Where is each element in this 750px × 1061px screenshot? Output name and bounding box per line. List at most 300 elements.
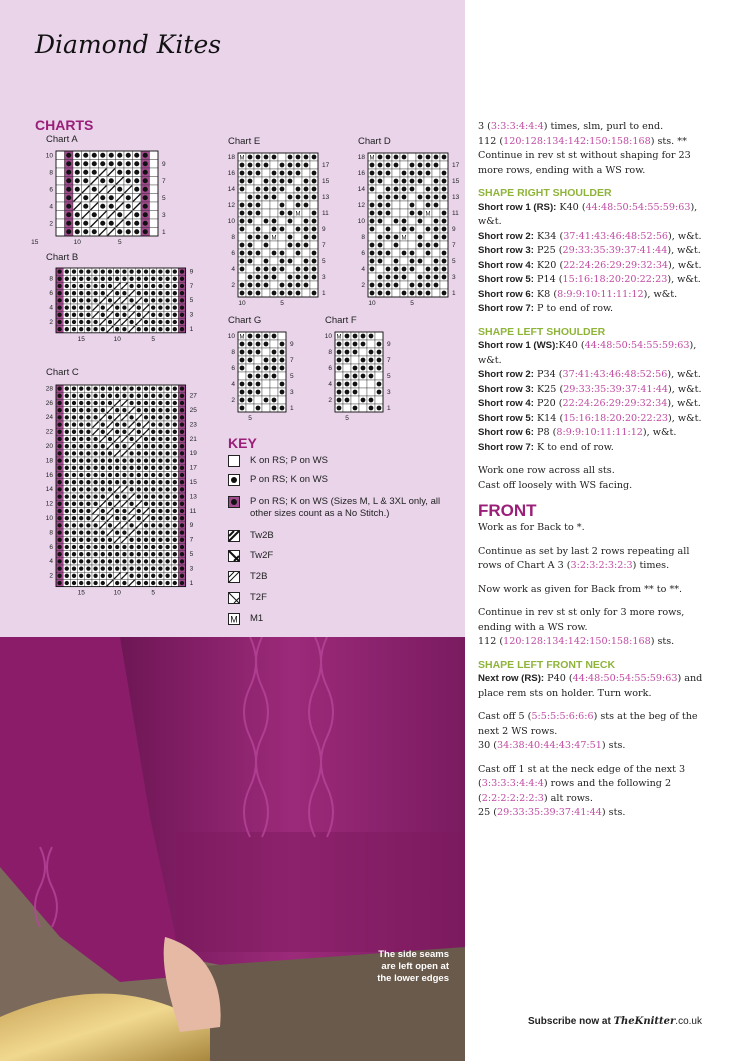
purl-dot	[394, 179, 399, 184]
purl-dot	[426, 267, 431, 272]
chart-cell	[254, 257, 262, 265]
purl-dot	[86, 444, 90, 448]
purl-dot	[129, 574, 133, 578]
row-number: 7	[387, 357, 391, 364]
purl-dot	[151, 487, 155, 491]
purl-dot	[151, 538, 155, 542]
purl-dot	[144, 538, 148, 542]
purl-dot	[173, 415, 177, 419]
row-number: 4	[231, 266, 235, 273]
purl-dot	[86, 291, 90, 295]
row-number: 3	[162, 211, 166, 219]
purl-dot	[370, 179, 375, 184]
purl-dot	[165, 516, 169, 520]
purl-dot	[57, 480, 61, 484]
purl-dot	[158, 566, 162, 570]
purl-dot	[122, 473, 126, 477]
purl-dot	[151, 313, 155, 317]
purl-dot	[180, 269, 184, 273]
purl-dot	[137, 277, 141, 281]
purl-dot	[256, 251, 261, 256]
chart-cell	[384, 241, 392, 249]
purl-dot	[86, 552, 90, 556]
chart-cell	[278, 241, 286, 249]
purl-dot	[248, 195, 253, 200]
purl-dot	[126, 170, 131, 175]
chart-c-label: Chart C	[46, 367, 79, 378]
purl-dot	[410, 171, 415, 176]
chart-cell	[286, 201, 294, 209]
purl-dot	[280, 291, 285, 296]
chart-cell	[440, 201, 448, 209]
purl-dot	[256, 155, 261, 160]
purl-dot	[410, 283, 415, 288]
row-number: 9	[322, 226, 326, 233]
purl-dot	[151, 523, 155, 527]
purl-dot	[248, 155, 253, 160]
subscribe-footer: Subscribe now at TheKnitter.co.uk	[528, 1016, 702, 1027]
purl-dot	[108, 415, 112, 419]
purl-dot	[86, 305, 90, 309]
purl-dot	[122, 408, 126, 412]
short-row: Short row 3: P25 (29:33:35:39:37:41:44), w&t.	[478, 245, 701, 256]
chart-cell	[278, 153, 286, 161]
purl-dot	[402, 195, 407, 200]
purl-dot	[72, 509, 76, 513]
purl-dot	[180, 545, 184, 549]
chart-f-label: Chart F	[325, 315, 357, 326]
purl-dot	[377, 390, 382, 395]
purl-dot	[345, 382, 350, 387]
purl-dot	[72, 502, 76, 506]
purl-dot	[72, 516, 76, 520]
purl-dot	[72, 487, 76, 491]
purl-dot	[79, 516, 83, 520]
short-row: Short row 4: P20 (22:24:26:29:29:32:34), w&t.	[478, 398, 701, 409]
chart-cell	[262, 209, 270, 217]
row-number: 9	[387, 341, 391, 348]
chart-cell	[262, 169, 270, 177]
purl-dot	[173, 552, 177, 556]
purl-dot	[93, 559, 97, 563]
purl-dot	[144, 502, 148, 506]
purl-dot	[57, 545, 61, 549]
chart-cell	[359, 348, 367, 356]
purl-dot	[312, 179, 317, 184]
purl-dot	[337, 390, 342, 395]
chart-cell	[424, 257, 432, 265]
purl-dot	[115, 466, 119, 470]
chart-cell	[150, 211, 159, 220]
row-number: 8	[231, 234, 235, 241]
purl-dot	[66, 212, 71, 217]
chart-cell	[270, 380, 278, 388]
purl-dot	[57, 487, 61, 491]
purl-dot	[353, 374, 358, 379]
purl-dot	[402, 267, 407, 272]
purl-dot	[180, 386, 184, 390]
purl-dot	[442, 275, 447, 280]
purl-dot	[180, 444, 184, 448]
chart-cell	[262, 380, 270, 388]
purl-dot	[65, 284, 69, 288]
chart-cell	[384, 257, 392, 265]
purl-dot	[86, 284, 90, 288]
purl-dot	[93, 327, 97, 331]
purl-dot	[137, 394, 141, 398]
purl-dot	[180, 458, 184, 462]
row-number: 2	[328, 397, 332, 404]
purl-dot	[92, 170, 97, 175]
purl-symbol-icon	[228, 474, 240, 486]
purl-dot	[151, 430, 155, 434]
purl-dot	[86, 581, 90, 585]
chart-cell	[310, 201, 318, 209]
purl-dot	[100, 221, 105, 226]
purl-dot	[256, 163, 261, 168]
purl-dot	[296, 227, 301, 232]
purl-dot	[180, 494, 184, 498]
row-number: 16	[45, 471, 53, 479]
purl-dot	[129, 401, 133, 405]
chart-cell	[270, 161, 278, 169]
purl-dot	[264, 283, 269, 288]
chart-cell	[416, 249, 424, 257]
purl-dot	[418, 171, 423, 176]
purl-dot	[165, 466, 169, 470]
purl-dot	[173, 545, 177, 549]
purl-dot	[137, 422, 141, 426]
purl-dot	[173, 494, 177, 498]
chart-cell	[384, 177, 392, 185]
purl-dot	[134, 153, 139, 158]
purl-dot	[377, 366, 382, 371]
purl-dot	[79, 430, 83, 434]
purl-dot	[122, 494, 126, 498]
purl-dot	[137, 269, 141, 273]
purl-dot	[288, 179, 293, 184]
purl-dot	[137, 444, 141, 448]
purl-dot	[108, 298, 112, 302]
purl-dot	[137, 559, 141, 563]
purl-dot	[129, 320, 133, 324]
purl-dot	[394, 267, 399, 272]
purl-dot	[122, 566, 126, 570]
purl-dot	[126, 153, 131, 158]
purl-dot	[79, 386, 83, 390]
purl-dot	[143, 161, 148, 166]
row-number: 8	[49, 169, 53, 177]
purl-dot	[410, 179, 415, 184]
purl-dot	[115, 559, 119, 563]
row-number: 10	[324, 333, 332, 340]
purl-dot	[345, 350, 350, 355]
purl-dot	[165, 422, 169, 426]
purl-dot	[158, 545, 162, 549]
purl-dot	[158, 530, 162, 534]
row-number: 5	[452, 258, 456, 265]
purl-dot	[173, 444, 177, 448]
knit-symbol-icon	[228, 455, 240, 467]
purl-dot	[151, 422, 155, 426]
purl-dot	[122, 444, 126, 448]
purl-dot	[418, 163, 423, 168]
m1-mark: M	[239, 334, 245, 341]
purl-dot	[410, 227, 415, 232]
purl-dot	[79, 437, 83, 441]
short-row: Short row 3: K25 (29:33:35:39:37:41:44), w&t.	[478, 383, 702, 395]
purl-dot	[122, 327, 126, 331]
purl-dot	[288, 235, 293, 240]
purl-dot	[173, 401, 177, 405]
purl-dot	[394, 275, 399, 280]
purl-dot	[361, 358, 366, 363]
purl-dot	[143, 153, 148, 158]
purl-dot	[337, 382, 342, 387]
purl-dot	[394, 163, 399, 168]
purl-dot	[434, 195, 439, 200]
purl-dot	[180, 538, 184, 542]
purl-dot	[122, 269, 126, 273]
purl-dot	[240, 203, 245, 208]
purl-dot	[165, 566, 169, 570]
purl-dot	[180, 394, 184, 398]
purl-dot	[173, 269, 177, 273]
chart-cell	[254, 241, 262, 249]
purl-dot	[165, 487, 169, 491]
purl-dot	[158, 574, 162, 578]
purl-dot	[442, 291, 447, 296]
purl-dot	[101, 291, 105, 295]
purl-dot	[108, 269, 112, 273]
chart-cell	[262, 225, 270, 233]
purl-dot	[240, 291, 245, 296]
purl-dot	[151, 277, 155, 281]
row-number: 8	[49, 529, 53, 537]
stitch-number: 15	[77, 335, 85, 343]
chart-cell	[262, 249, 270, 257]
purl-dot	[272, 366, 277, 371]
purl-dot	[337, 366, 342, 371]
purl-dot	[144, 277, 148, 281]
purl-dot	[86, 502, 90, 506]
purl-dot	[304, 163, 309, 168]
chart-cell	[278, 233, 286, 241]
key-text: P on RS; K on WS	[250, 474, 328, 485]
purl-dot	[304, 259, 309, 264]
purl-dot	[370, 291, 375, 296]
purl-dot	[369, 358, 374, 363]
purl-dot	[72, 422, 76, 426]
purl-dot	[101, 566, 105, 570]
purl-dot	[101, 444, 105, 448]
purl-dot	[256, 366, 261, 371]
purl-dot	[57, 530, 61, 534]
purl-dot	[158, 444, 162, 448]
purl-dot	[122, 313, 126, 317]
purl-dot	[109, 221, 114, 226]
purl-dot	[137, 430, 141, 434]
purl-dot	[272, 398, 277, 403]
purl-dot	[57, 313, 61, 317]
purl-dot	[248, 251, 253, 256]
purl-dot	[434, 155, 439, 160]
chart-cell	[351, 396, 359, 404]
purl-dot	[122, 394, 126, 398]
purl-dot	[122, 480, 126, 484]
purl-dot	[165, 298, 169, 302]
purl-dot	[394, 219, 399, 224]
purl-dot	[72, 444, 76, 448]
row-number: 1	[189, 326, 194, 333]
chart-cell	[246, 185, 254, 193]
purl-dot	[144, 437, 148, 441]
purl-dot	[180, 473, 184, 477]
purl-dot	[93, 284, 97, 288]
purl-dot	[402, 179, 407, 184]
purl-dot	[248, 179, 253, 184]
key-text: Tw2F	[250, 550, 274, 561]
paragraph: Next row (RS): P40 (44:48:50:54:55:59:63) and place rem sts on holder. Turn work.	[478, 673, 703, 699]
purl-dot	[418, 291, 423, 296]
purl-dot	[129, 284, 133, 288]
chart-cell	[302, 289, 310, 297]
purl-dot	[345, 342, 350, 347]
purl-dot	[93, 574, 97, 578]
purl-dot	[180, 466, 184, 470]
short-row: Short row 7: K to end of row.	[478, 441, 614, 453]
purl-dot	[101, 284, 105, 288]
purl-dot	[72, 394, 76, 398]
purl-dot	[137, 473, 141, 477]
purl-dot	[93, 320, 97, 324]
purl-dot	[240, 406, 245, 411]
purl-dot	[86, 298, 90, 302]
purl-dot	[100, 161, 105, 166]
purl-dot	[426, 251, 431, 256]
purl-dot	[280, 406, 285, 411]
chart-cell	[150, 219, 159, 228]
purl-dot	[129, 386, 133, 390]
purl-dot	[137, 291, 141, 295]
purl-dot	[158, 305, 162, 309]
purl-dot	[65, 415, 69, 419]
purl-dot	[272, 275, 277, 280]
short-row: Short row 1 (RS): K40 (44:48:50:54:55:59:63), w&t.	[478, 201, 698, 227]
purl-dot	[173, 291, 177, 295]
purl-dot	[57, 552, 61, 556]
purl-dot	[86, 408, 90, 412]
row-number: 10	[357, 218, 365, 225]
purl-dot	[65, 494, 69, 498]
row-number: 5	[189, 297, 194, 305]
purl-dot	[288, 219, 293, 224]
purl-dot	[79, 320, 83, 324]
purl-dot	[264, 366, 269, 371]
key-text: K on RS; P on WS	[250, 455, 328, 466]
chart-cell	[351, 356, 359, 364]
purl-dot	[72, 305, 76, 309]
purl-dot	[256, 382, 261, 387]
purl-dot	[72, 458, 76, 462]
purl-dot	[173, 458, 177, 462]
row-number: 9	[189, 268, 194, 276]
purl-dot	[57, 277, 61, 281]
purl-dot	[158, 552, 162, 556]
purl-dot	[173, 284, 177, 288]
chart-b	[46, 266, 196, 356]
purl-dot	[151, 559, 155, 563]
m1-mark: M	[271, 235, 277, 242]
purl-dot	[144, 545, 148, 549]
purl-dot	[158, 313, 162, 317]
purl-dot	[370, 171, 375, 176]
purl-dot	[264, 187, 269, 192]
purl-dot	[129, 458, 133, 462]
purl-dot	[57, 386, 61, 390]
purl-dot	[434, 219, 439, 224]
purl-dot	[86, 313, 90, 317]
shape-left-front-neck-heading: SHAPE LEFT FRONT NECK	[478, 658, 616, 671]
purl-dot	[86, 327, 90, 331]
purl-dot	[65, 552, 69, 556]
chart-cell	[56, 185, 65, 194]
stitch-number: 15	[77, 589, 85, 597]
purl-dot	[418, 179, 423, 184]
m1-mark: M	[336, 334, 342, 341]
chart-c	[46, 383, 196, 613]
purl-dot	[248, 390, 253, 395]
purl-dot	[418, 155, 423, 160]
purl-dot	[180, 277, 184, 281]
purl-dot	[79, 502, 83, 506]
purl-dot	[144, 530, 148, 534]
purl-dot	[143, 170, 148, 175]
purl-dot	[86, 277, 90, 281]
row-number: 9	[162, 160, 166, 168]
purl-dot	[134, 170, 139, 175]
purl-dot	[86, 422, 90, 426]
purl-dot	[248, 334, 253, 339]
paragraph: Cast off 5 (5:5:5:5:6:6:6) sts at the beg of the next 2 WS rows.	[478, 711, 698, 737]
purl-dot	[386, 163, 391, 168]
purl-dot	[72, 523, 76, 527]
purl-dot	[296, 283, 301, 288]
purl-dot	[79, 451, 83, 455]
purl-dot	[144, 559, 148, 563]
purl-dot	[100, 153, 105, 158]
purl-dot	[173, 523, 177, 527]
purl-dot	[272, 358, 277, 363]
purl-dot	[264, 398, 269, 403]
purl-dot	[369, 366, 374, 371]
purl-dot	[418, 195, 423, 200]
purl-dot	[115, 422, 119, 426]
purl-dot	[304, 267, 309, 272]
purl-dot	[101, 516, 105, 520]
stitch-number: 10	[238, 300, 246, 307]
purl-dot	[72, 415, 76, 419]
purl-dot	[165, 530, 169, 534]
purl-dot	[144, 394, 148, 398]
purl-dot	[418, 235, 423, 240]
purl-dot	[370, 203, 375, 208]
site-link[interactable]: TheKnitter	[613, 1016, 676, 1027]
row-number: 6	[49, 543, 53, 551]
stitch-number: 5	[151, 335, 156, 343]
chart-cell	[254, 217, 262, 225]
purl-dot	[86, 437, 90, 441]
